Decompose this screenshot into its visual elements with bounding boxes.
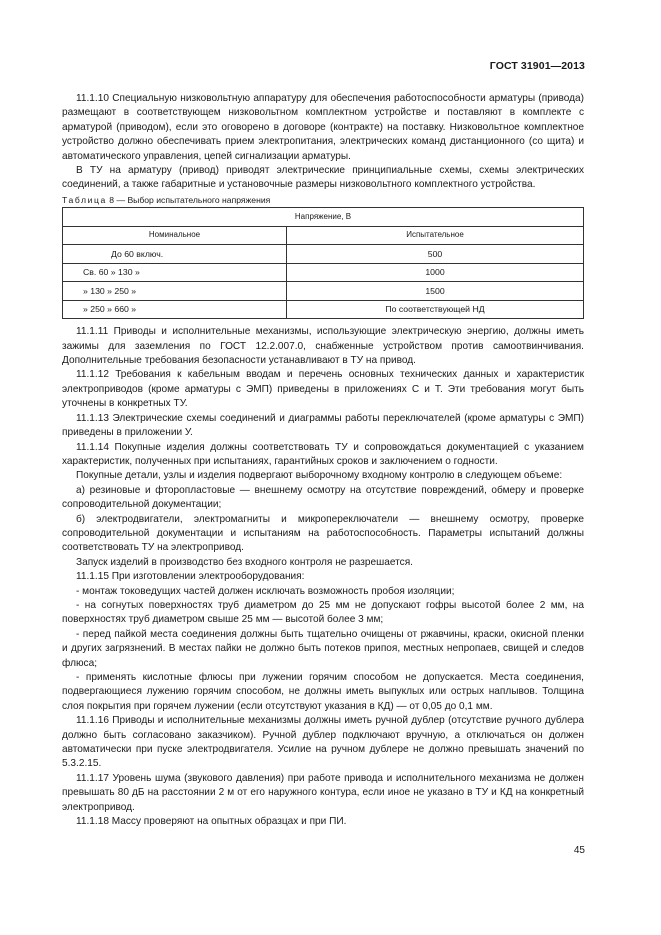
nominal-cell: До 60 включ. (111, 248, 164, 259)
document-code: ГОСТ 31901—2013 (489, 60, 585, 72)
table-caption-title: 8 — Выбор испытательного напряжения (109, 194, 271, 205)
test-cell: 1000 (287, 263, 584, 282)
paragraph-11-1-11: 11.1.11 Приводы и исполнительные механизмы, использующие электрическую энергию, должны иметь зажимы для заземления по ГОСТ 12.2.007.0, снабженные устройством против самоотвинчивания. Дополнительные требования безопасности устанавливают в ТУ на привод. (62, 326, 584, 367)
page-body (62, 92, 584, 829)
paragraph-launch: Запуск изделий в производство без входного контроля не разрешается. (76, 556, 413, 568)
paragraph-11-1-13: 11.1.13 Электрические схемы соединений и диаграммы работы переключателей (кроме арматуры с ЭМП) приведены в приложении У. (62, 412, 584, 439)
paragraph-tu-schemes: В ТУ на арматуру (привод) приводят электрические принципиальные схемы, схемы электрических соединений, а также габаритные и установочные размеры низковольтного комплектного устройства. (62, 165, 584, 191)
nominal-cell: » 250 » 660 » (83, 304, 137, 315)
table-header-test: Испытательное (287, 226, 584, 245)
list-item-b: б) электродвигатели, электромагниты и микропереключатели — внешнему осмотру, проверке сопроводительной документации и испытаниям на работоспособность. Параметры испытаний должны соответствовать ТУ на электропривод. (62, 513, 584, 554)
dash-item-soldering: - перед пайкой места соединения должны быть тщательно очищены от ржавчины, краски, окисной пленки и других загрязнений. В местах пайки не должно быть потеков припоя, местных непропаев, свищей и следов флюса; (62, 628, 584, 669)
list-item-a: а) резиновые и фторопластовые — внешнему осмотру на отсутствие повреждений, обмеру и проверке сопроводительной документации; (62, 484, 584, 511)
paragraph-11-1-14: 11.1.14 Покупные изделия должны соответствовать ТУ и сопровождаться документацией с указанием характеристик, полученных при испытаниях, гарантийных сроков и заключением о годности. (62, 441, 584, 467)
table-row (63, 263, 584, 282)
voltage-table (62, 207, 584, 319)
paragraph-11-1-12: 11.1.12 Требования к кабельным вводам и перечень основных технических данных и характеристик электроприводов (кроме арматуры с ЭМП) приведены в приложениях С и Т. Эти требования могут быть уточнены в конкретных ТУ. (62, 369, 584, 410)
paragraph-incoming-control: Покупные детали, узлы и изделия подвергают выборочному входному контролю в следующем объеме: (76, 470, 563, 482)
table-header-voltage: Напряжение, В (63, 208, 584, 227)
table-row (63, 245, 584, 264)
paragraph-11-1-18: 11.1.18 Массу проверяют на опытных образцах и при ПИ. (76, 816, 347, 828)
nominal-cell: Св. 60 » 130 » (83, 267, 140, 278)
paragraph-11-1-10: 11.1.10 Специальную низковольтную аппаратуру для обеспечения работоспособности арматуры (привода) размещают в соответствующем низковольтном комплектном устройстве и поставляют в комплекте с арматурой (приводом), если это оговорено в договоре (контракте) на поставку. Низковольтное комплектное устройство должно обеспечивать прием электропитания, электрических команд дистанционного (со щита) и автоматического управления, цепей сигнализации арматуры. (62, 93, 584, 162)
dash-item-insulation: - монтаж токоведущих частей должен исключать возможность пробоя изоляции; (76, 585, 455, 597)
table-row (63, 282, 584, 301)
table-row (63, 300, 584, 319)
table-header-nominal: Номинальное (63, 226, 287, 245)
nominal-cell: » 130 » 250 » (83, 285, 137, 296)
table-caption-label: Таблица (62, 194, 107, 205)
paragraph-11-1-17: 11.1.17 Уровень шума (звукового давления) при работе привода и исполнительного механизма не должен превышать 80 дБ на расстоянии 2 м от его наружного контура, если иное не указано в ТУ и КД на конкретный электропривод. (62, 772, 584, 813)
dash-item-pipes: - на согнутых поверхностях труб диаметром до 25 мм не допускают гофры высотой более 2 мм, на поверхностях труб диаметром свыше 25 мм — высотой более 3 мм; (62, 599, 584, 626)
paragraph-11-1-15: 11.1.15 При изготовлении электрооборудования: (76, 571, 305, 583)
page-number: 45 (573, 845, 585, 856)
dash-item-tinning: - применять кислотные флюсы при лужении горячим способом не допускается. Места соединения, подвергающиеся лужению горячим способом, не должны иметь выпуклых или острых наплывов. Толщина слоя покрытия при горячем лужении (если отсутствуют указания в КД) — от 0,05 до 0,1 мм. (62, 672, 584, 712)
table-caption (62, 193, 584, 207)
test-cell: 1500 (287, 282, 584, 301)
test-cell: По соответствующей НД (287, 300, 584, 319)
paragraph-11-1-16: 11.1.16 Приводы и исполнительные механизмы должны иметь ручной дублер (отсутствие ручного дублера должно быть согласовано заказчиком). Ручной дублер подключают вручную, а отключаться он должен автоматически при пуске электродвигателя. Усилие на ручном дублере не должно превышать значений по 5.3.2.15. (62, 715, 584, 770)
test-cell: 500 (287, 245, 584, 264)
